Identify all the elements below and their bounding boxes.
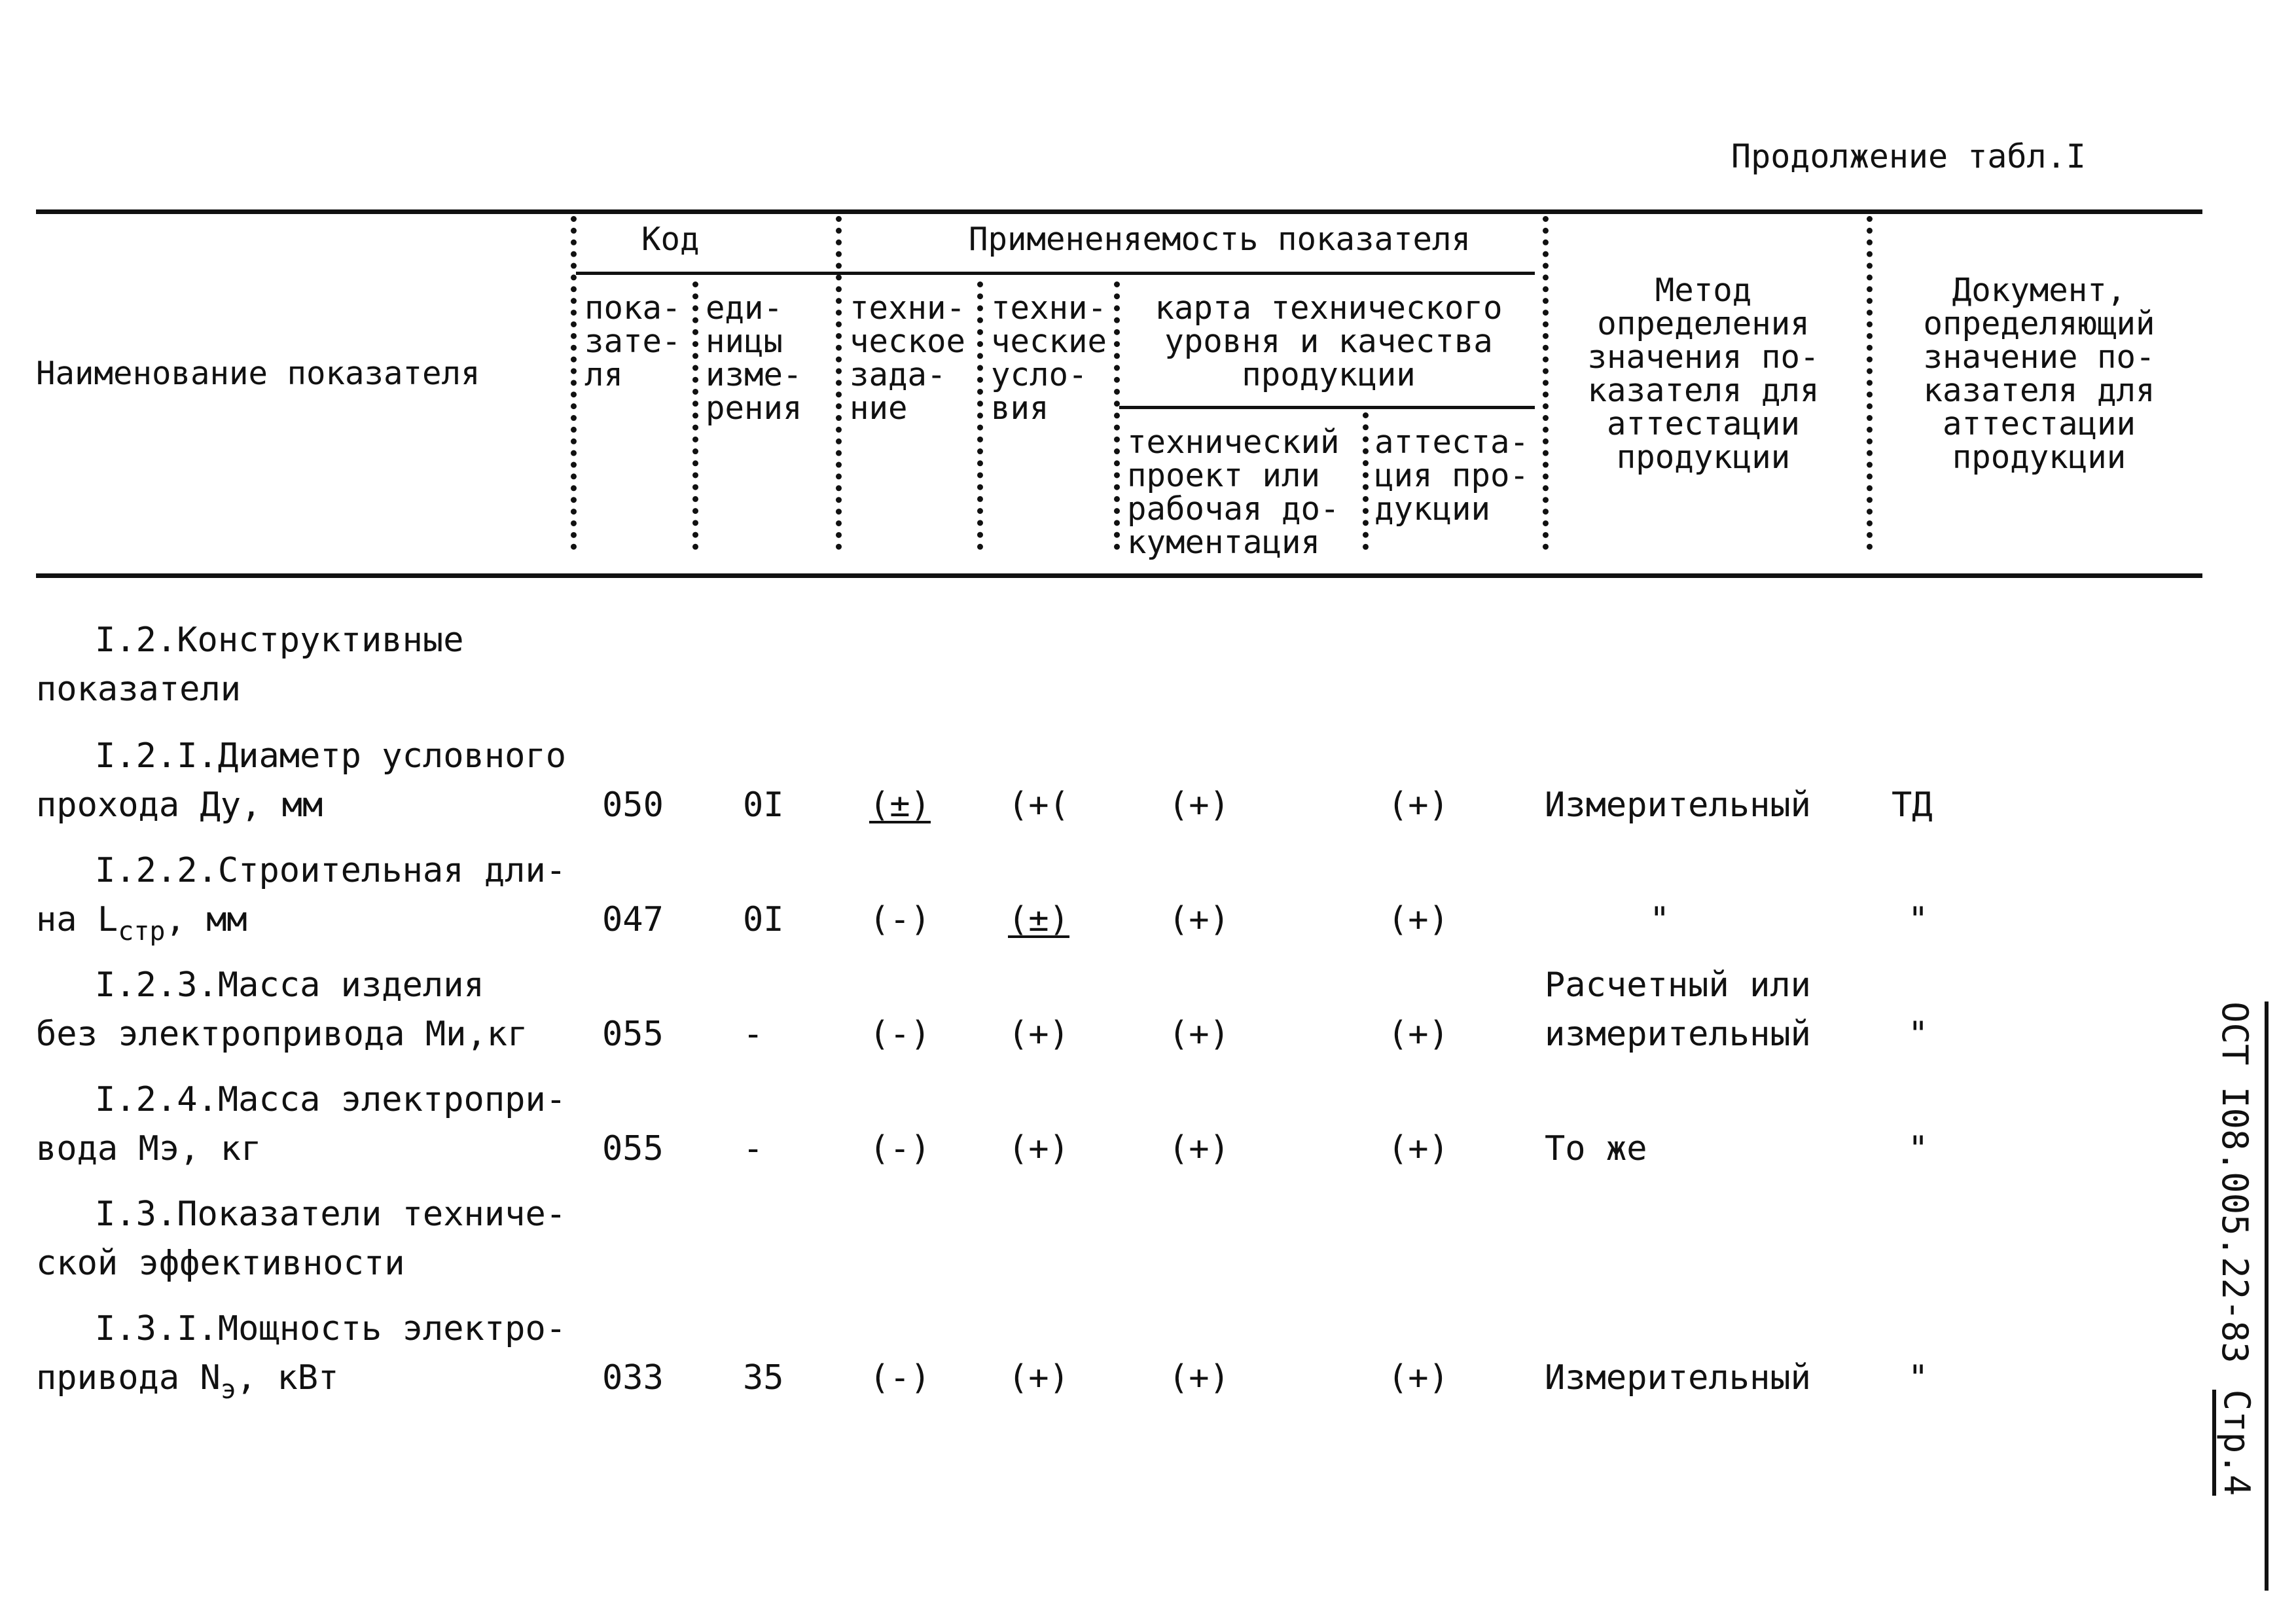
header-tech-task: техни- ческое зада- ние: [850, 289, 966, 427]
header-name: Наименование показателя: [36, 355, 480, 392]
row-tech-project: (+): [1168, 785, 1230, 825]
header-tech-project: технический проект или рабочая до- кументация: [1127, 424, 1340, 561]
table-row-name-cont: на $L_{стр}$, мм: [36, 900, 247, 947]
row-tech-project: (+): [1168, 900, 1230, 939]
table-row-name: I.2.3.Масса изделия: [95, 965, 484, 1005]
row-tech-conditions: (±): [1008, 900, 1069, 939]
header-document: Документ, определяющий значение по- казателя для аттестации продукции: [1923, 272, 2155, 476]
document-stamp: [2206, 1001, 2265, 1591]
row-code: 047: [602, 900, 664, 939]
table-row-name-cont: без электропривода Ми,кг: [36, 1015, 528, 1054]
row-attestation: (+): [1388, 785, 1449, 825]
col-sep-3: [836, 216, 842, 550]
col-sep-4: [977, 281, 983, 550]
level-map-rule: [1119, 406, 1535, 409]
row-tech-conditions: (+): [1008, 1129, 1069, 1168]
col-sep-5: [1114, 281, 1120, 550]
table-row-name-cont: прохода Ду, мм: [36, 785, 323, 825]
col-sep-6: [1363, 412, 1369, 550]
continuation-title: Продолжение табл.I: [1731, 137, 2086, 175]
header-method: Метод определения значения по- казателя для аттестации продукции: [1587, 272, 1820, 476]
row-document: ": [1908, 900, 1929, 939]
table-row-name: I.2.4.Масса электропри-: [95, 1080, 567, 1119]
header-attestation: аттеста- ция про- дукции: [1374, 424, 1530, 528]
row-code: 055: [602, 1015, 664, 1054]
col-sep-7: [1543, 216, 1549, 550]
header-top-rule: [36, 209, 2202, 214]
row-attestation: (+): [1388, 1129, 1449, 1168]
row-tech-project: (+): [1168, 1358, 1230, 1398]
header-code-group: Код: [641, 221, 700, 258]
row-tech-project: (+): [1168, 1015, 1230, 1054]
header-code-unit: еди- ницы изме- рения: [706, 289, 802, 427]
row-code: 033: [602, 1358, 664, 1398]
row-method: Измерительный: [1545, 1358, 1811, 1398]
row-tech-conditions: (+): [1008, 1358, 1069, 1398]
row-unit: 0I: [743, 785, 784, 825]
section-heading: I.2.Конструктивные: [95, 621, 464, 660]
header-applicability-group: Примененяемость показателя: [969, 221, 1471, 258]
table-row-name: I.2.2.Строительная дли-: [95, 851, 567, 890]
power-symbol: N: [200, 1358, 221, 1398]
standard-number: ОСТ I08.005.22-83: [2214, 1001, 2256, 1363]
row-code: 055: [602, 1129, 664, 1168]
header-code-indicator: пока- зате- ля: [584, 289, 681, 393]
row-document: ТД: [1892, 785, 1933, 825]
row-method: Измерительный: [1545, 785, 1811, 825]
header-bottom-rule: [36, 573, 2202, 578]
col-sep-1: [571, 216, 577, 550]
table-row-name-cont: привода $N_э$, кВт: [36, 1358, 339, 1405]
row-unit: -: [743, 1129, 764, 1168]
row-tech-project: (+): [1168, 1129, 1230, 1168]
table-row-name: I.3.I.Мощность электро-: [95, 1309, 567, 1348]
length-symbol: L: [97, 900, 118, 939]
header-level-map: карта технического уровня и качества продукции: [1155, 289, 1503, 393]
row-tech-conditions: (+): [1008, 1015, 1069, 1054]
row-tech-task: (-): [869, 1129, 931, 1168]
row-tech-task: (-): [869, 1015, 931, 1054]
code-group-rule: [576, 272, 841, 275]
section-heading-cont: показатели: [36, 670, 242, 709]
section-heading: I.3.Показатели техниче-: [95, 1195, 567, 1234]
row-method: То же: [1545, 1129, 1647, 1168]
row-unit: 35: [743, 1358, 784, 1398]
row-tech-task: (-): [869, 900, 931, 939]
row-method: ": [1649, 900, 1670, 939]
row-unit: -: [743, 1015, 764, 1054]
row-attestation: (+): [1388, 900, 1449, 939]
row-method: измерительный: [1545, 1015, 1811, 1054]
row-attestation: (+): [1388, 1358, 1449, 1398]
page-number: Стр.4: [2213, 1390, 2258, 1496]
row-tech-task: (±): [869, 785, 931, 825]
row-unit: 0I: [743, 900, 784, 939]
row-document: ": [1908, 1015, 1929, 1054]
table-row-name-cont: вода Мэ, кг: [36, 1129, 262, 1168]
header-tech-conditions: техни- ческие усло- вия: [991, 289, 1107, 427]
row-document: ": [1908, 1358, 1929, 1398]
row-tech-task: (-): [869, 1358, 931, 1398]
row-document: ": [1908, 1129, 1929, 1168]
col-sep-8: [1867, 216, 1873, 550]
row-code: 050: [602, 785, 664, 825]
col-sep-2: [692, 281, 698, 550]
table-row-name: I.2.I.Диаметр условного: [95, 736, 567, 776]
row-attestation: (+): [1388, 1015, 1449, 1054]
row-tech-conditions: (+(: [1008, 785, 1069, 825]
applicability-group-rule: [841, 272, 1535, 275]
row-method-line1: Расчетный или: [1545, 965, 1811, 1005]
stamp-rule: [2265, 1001, 2269, 1591]
section-heading-cont: ской эффективности: [36, 1244, 405, 1283]
